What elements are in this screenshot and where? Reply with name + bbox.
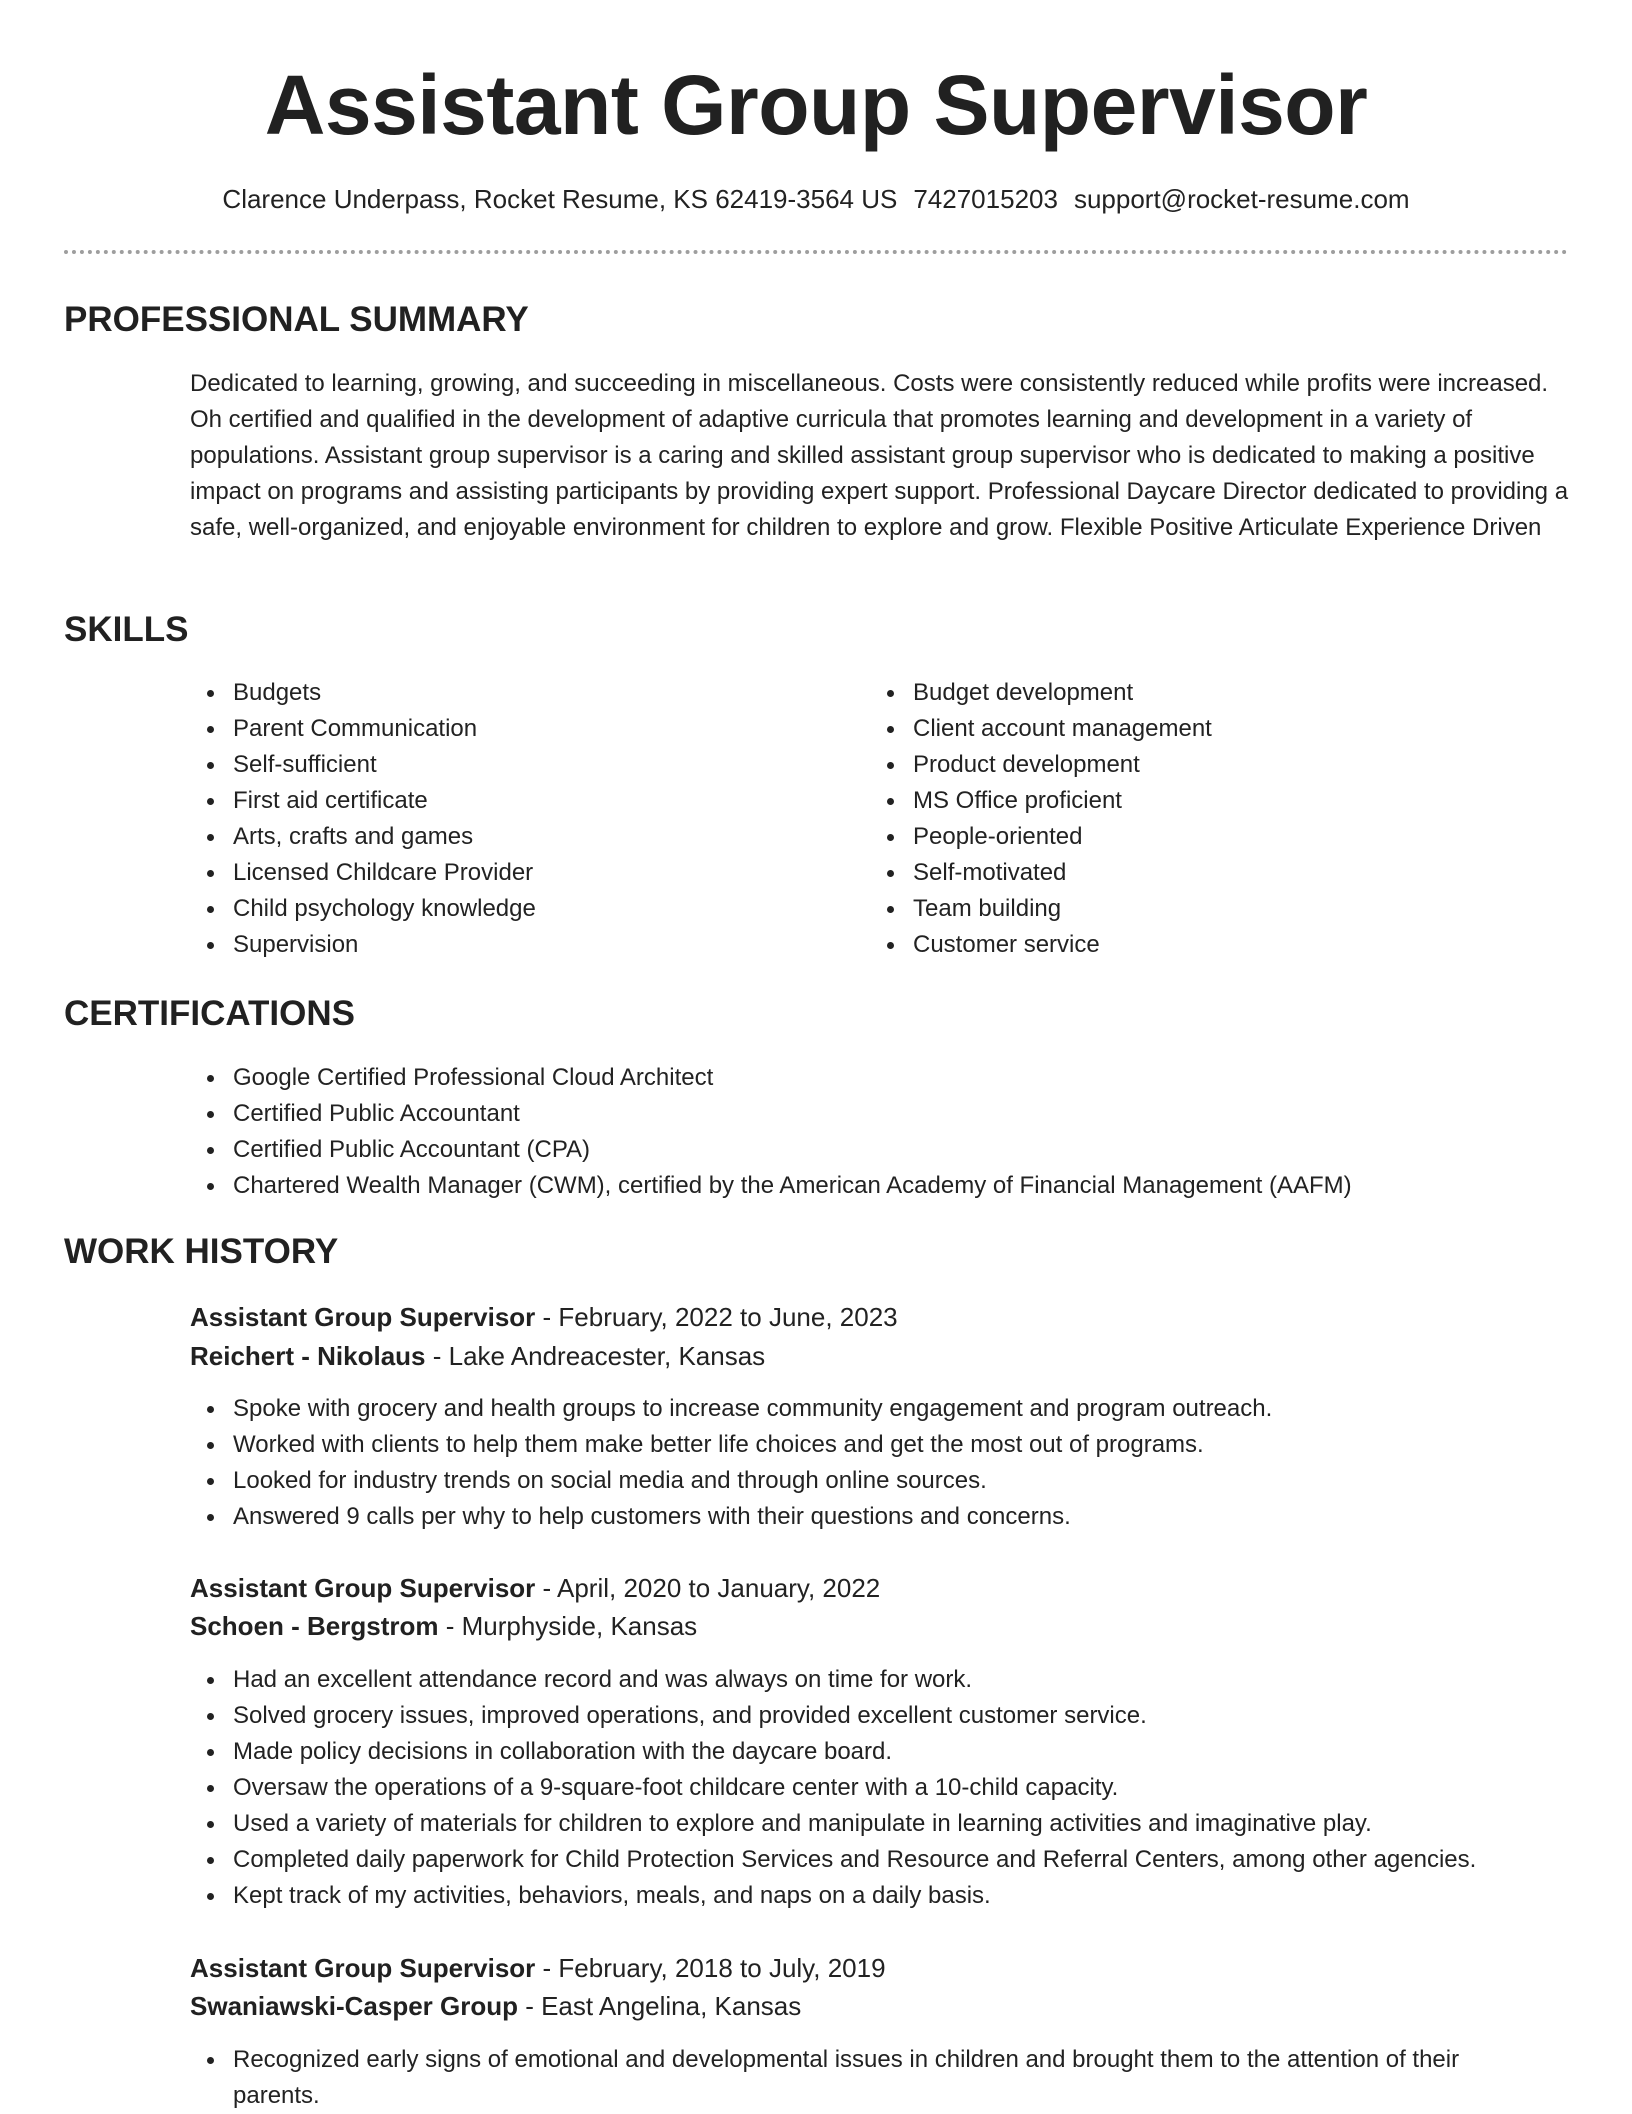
job-bullet: Oversaw the operations of a 9-square-foot childcare center with a 10-child capacity. [190,1770,1476,1806]
job-location: - East Angelina, Kansas [517,1991,802,2021]
skill-item: Customer service [870,927,1212,963]
certifications-list [190,1060,1352,1204]
contact-email: support@rocket-resume.com [1073,184,1410,214]
job-bullet: Recognized early signs of emotional and developmental issues in children and brought them to the attention of their parents. [190,2042,1530,2114]
job-bullet: Answered 9 calls per why to help customers with their questions and concerns. [190,1499,1272,1535]
job-company: Swaniawski-Casper Group [190,1991,518,2021]
summary-heading: PROFESSIONAL SUMMARY [64,300,529,339]
job-company-line [190,1338,765,1374]
job-bullet: Spoke with grocery and health groups to increase community engagement and program outreach. [190,1391,1272,1427]
skill-item: Child psychology knowledge [190,891,536,927]
skill-item: MS Office proficient [870,783,1212,819]
skill-item: First aid certificate [190,783,536,819]
job-title-line [190,1950,886,1986]
job-title-line [190,1570,880,1606]
skill-item: Team building [870,891,1212,927]
job-bullets [190,1662,1476,1914]
job-dates: - February, 2022 to June, 2023 [535,1302,898,1332]
skill-item: Arts, crafts and games [190,819,536,855]
skills-list-right [870,675,1212,963]
skill-item: Supervision [190,927,536,963]
job-bullet: Worked with clients to help them make better life choices and get the most out of programs. [190,1427,1272,1463]
job-bullet: Made policy decisions in collaboration with the daycare board. [190,1734,1476,1770]
job-bullet: Used a variety of materials for children to explore and manipulate in learning activities and imaginative play. [190,1806,1476,1842]
skill-item: Budgets [190,675,536,711]
certification-item: Certified Public Accountant [190,1096,1352,1132]
job-dates: - April, 2020 to January, 2022 [535,1573,881,1603]
skill-item: Product development [870,747,1212,783]
resume-title: Assistant Group Supervisor [264,58,1368,152]
job-title-line [190,1299,898,1335]
summary-text: Dedicated to learning, growing, and succeeding in miscellaneous. Costs were consistently reduced while profits were increased. Oh certified and qualified in the development of adaptive curricula that promotes learning and development in a variety of populations. Assistant group supervisor is a caring and skilled assistant group supervisor who is dedicated to making a positive impact on programs and assisting participants by providing expert support. Professional Daycare Director dedicated to providing a safe, well-organized, and enjoyable environment for children to explore and grow. Flexible Positive Articulate Experience Driven [190,370,1569,541]
skill-item: Self-motivated [870,855,1212,891]
job-company-line [190,1988,801,2024]
job-bullets [190,1391,1272,1535]
skill-item: Parent Communication [190,711,536,747]
job-bullets [190,2042,1530,2114]
work-history-heading: WORK HISTORY [64,1232,339,1271]
job-bullet: Solved grocery issues, improved operations, and provided excellent customer service. [190,1698,1476,1734]
certification-item: Google Certified Professional Cloud Architect [190,1060,1352,1096]
certification-item: Certified Public Accountant (CPA) [190,1132,1352,1168]
job-bullet: Completed daily paperwork for Child Protection Services and Resource and Referral Centers, among other agencies. [190,1842,1476,1878]
job-company: Reichert - Nikolaus [190,1341,426,1371]
skill-item: People-oriented [870,819,1212,855]
skill-item: Budget development [870,675,1212,711]
job-location: - Murphyside, Kansas [438,1611,698,1641]
job-location: - Lake Andreacester, Kansas [425,1341,766,1371]
contact-line [0,182,1632,216]
skill-item: Licensed Childcare Provider [190,855,536,891]
skills-heading: SKILLS [64,610,189,649]
job-bullet: Looked for industry trends on social media and through online sources. [190,1463,1272,1499]
skill-item: Client account management [870,711,1212,747]
job-company: Schoen - Bergstrom [190,1611,439,1641]
header-divider [64,250,1568,254]
job-title: Assistant Group Supervisor [190,1953,536,1983]
skills-list-left [190,675,536,963]
contact-address: Clarence Underpass, Rocket Resume, KS 62419-3564 US [222,184,898,214]
certifications-heading: CERTIFICATIONS [64,994,356,1033]
job-bullet: Had an excellent attendance record and was always on time for work. [190,1662,1476,1698]
certification-item: Chartered Wealth Manager (CWM), certified by the American Academy of Financial Management (AAFM) [190,1168,1352,1204]
contact-phone: 7427015203 [913,184,1058,214]
job-dates: - February, 2018 to July, 2019 [535,1953,886,1983]
job-company-line [190,1608,697,1644]
job-title: Assistant Group Supervisor [190,1302,536,1332]
job-title: Assistant Group Supervisor [190,1573,536,1603]
job-bullet: Kept track of my activities, behaviors, meals, and naps on a daily basis. [190,1878,1476,1914]
skill-item: Self-sufficient [190,747,536,783]
